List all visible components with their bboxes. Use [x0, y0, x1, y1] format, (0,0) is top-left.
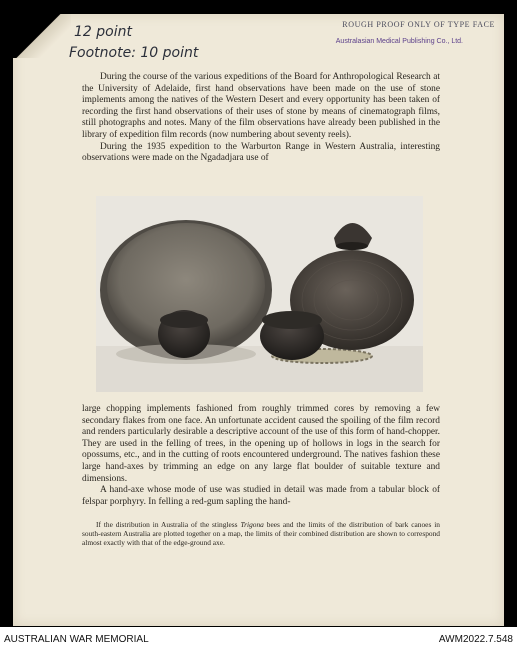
footnote	[82, 520, 440, 548]
folded-corner	[13, 14, 71, 58]
footnote-text-end: bees and the limits of the distribution of bark canoes in south-eastern Australia are plotted together on a map, the limits of their combined distribution are shown to correspond almost exactly with that of the edge-ground axe.	[82, 520, 441, 548]
paragraph: During the 1935 expedition to the Warburton Range in Western Australia, interesting observations were made on the Ngadadjara use of	[82, 141, 440, 164]
footnote-text	[82, 520, 440, 548]
paragraph: During the course of the various expeditions of the Board for Anthropological Research at the University of Adelaide, first hand observations have been made on the use of stone implements among the natives of the Western Desert and every opportunity has been taken of recording the first hand observations of their uses of stone by means of cinematograph films, still photographs and notes. Many of the film observations have already been published in the library of expedition film records (now numbering about seventy reels).	[82, 72, 440, 140]
body-text-bottom	[82, 404, 440, 508]
photo-stone-bowls-and-vessels	[96, 196, 423, 392]
archive-reference: AWM2022.7.548	[438, 634, 513, 645]
photo-illustration	[96, 196, 423, 392]
rough-proof-heading: ROUGH PROOF ONLY OF TYPE FACE	[342, 20, 495, 29]
paragraph: large chopping implements fashioned from roughly trimmed cores by removing a few secondary flakes from one face. An unfortunate accident caused the spoiling of the film record and renders particularly desirable a descriptive account of the use of this form of hand-chopper. They are used in the felling of trees, in the opening up of hollows in logs in the search for opossums, etc., and in the cutting of roots encountered underground. The natives fashion these large hand-axes by trimming an edge on any large flat boulder of suitable texture and dimensions.	[82, 404, 440, 484]
paragraph: A hand-axe whose mode of use was studied in detail was made from a tabular block of felspar porphyry. In felling a red-gum sapling the hand-	[82, 485, 440, 507]
archive-caption-bar	[0, 627, 517, 653]
handwritten-note-point-size: 12 point	[74, 24, 132, 40]
footnote-italic-term: Trigona	[240, 520, 264, 529]
handwritten-note-footnote-size: Footnote: 10 point	[69, 45, 199, 61]
footnote-text-start: If the distribution in Australia of the stingless	[96, 520, 241, 529]
body-text-top	[82, 72, 440, 165]
archive-name: AUSTRALIAN WAR MEMORIAL	[4, 634, 149, 645]
publisher-stamp: Australasian Medical Publishing Co., Ltd.	[335, 38, 463, 45]
